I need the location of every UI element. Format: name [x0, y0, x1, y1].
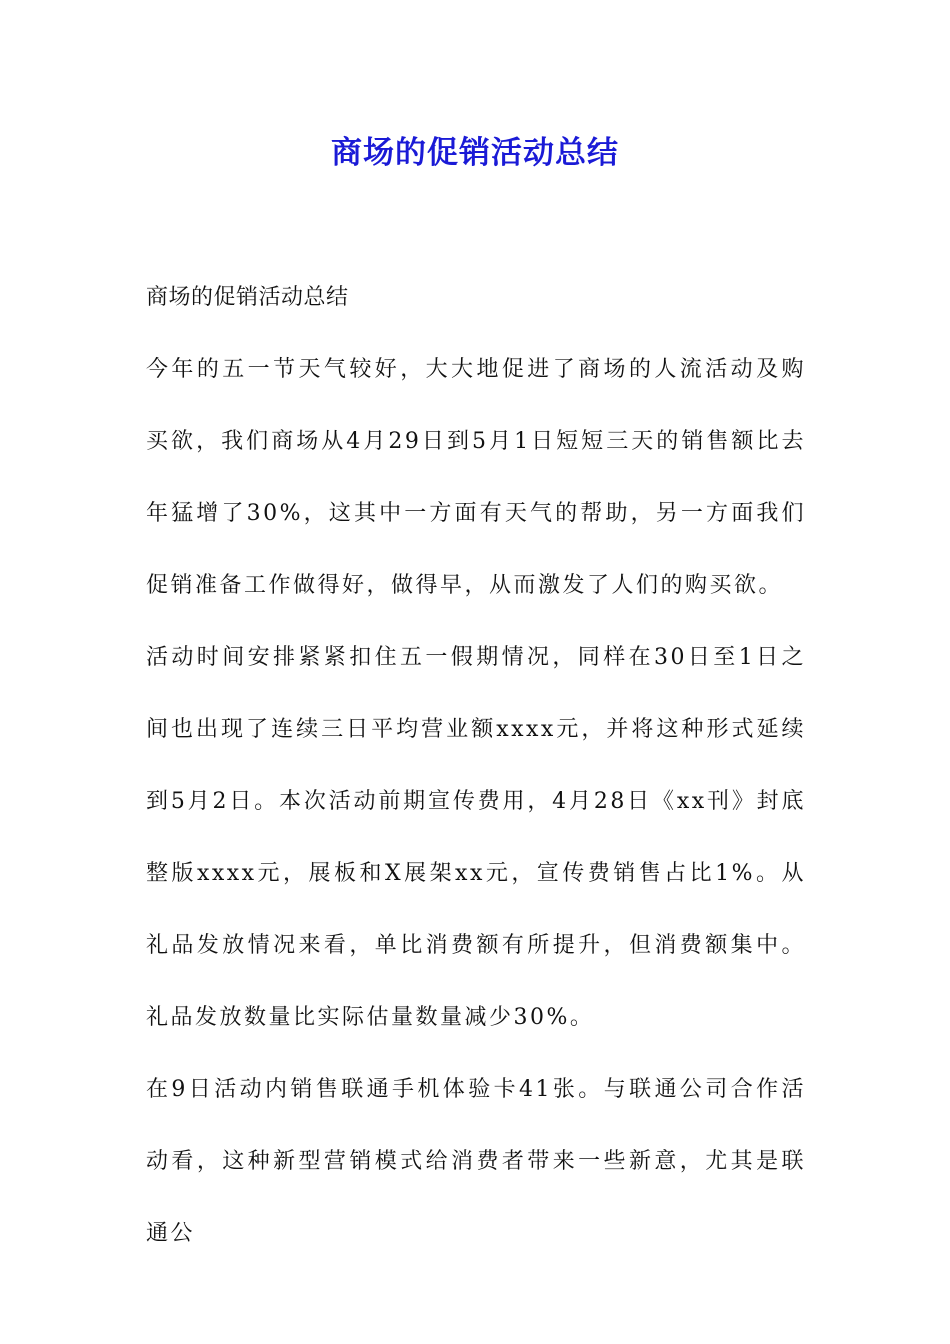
paragraph-2: 活动时间安排紧紧扣住五一假期情况，同样在30日至1日之间也出现了连续三日平均营业额xxxx元，并将这种形式延续到5月2日。本次活动前期宣传费用，4月28日《xx刊》封底整版xxxx元，展板和X展架xx元，宣传费销售占比1%。从礼品发放情况来看，单比消费额有所提升，但消费额集中。礼品发放数量比实际估量数量减少30%。 — [146, 645, 806, 1030]
paragraph-1: 今年的五一节天气较好，大大地促进了商场的人流活动及购买欲，我们商场从4月29日到5月1日短短三天的销售额比去年猛增了30%，这其中一方面有天气的帮助，另一方面我们促销准备工作做得好，做得早，从而激发了人们的购买欲。 — [146, 357, 806, 598]
document-body — [146, 262, 806, 1270]
document-subtitle: 商场的促销活动总结 — [146, 285, 349, 310]
paragraph-3: 在9日活动内销售联通手机体验卡41张。与联通公司合作活动看，这种新型营销模式给消费者带来一些新意，尤其是联通公 — [146, 1077, 806, 1246]
page-title: 商场的促销活动总结 — [331, 135, 619, 171]
